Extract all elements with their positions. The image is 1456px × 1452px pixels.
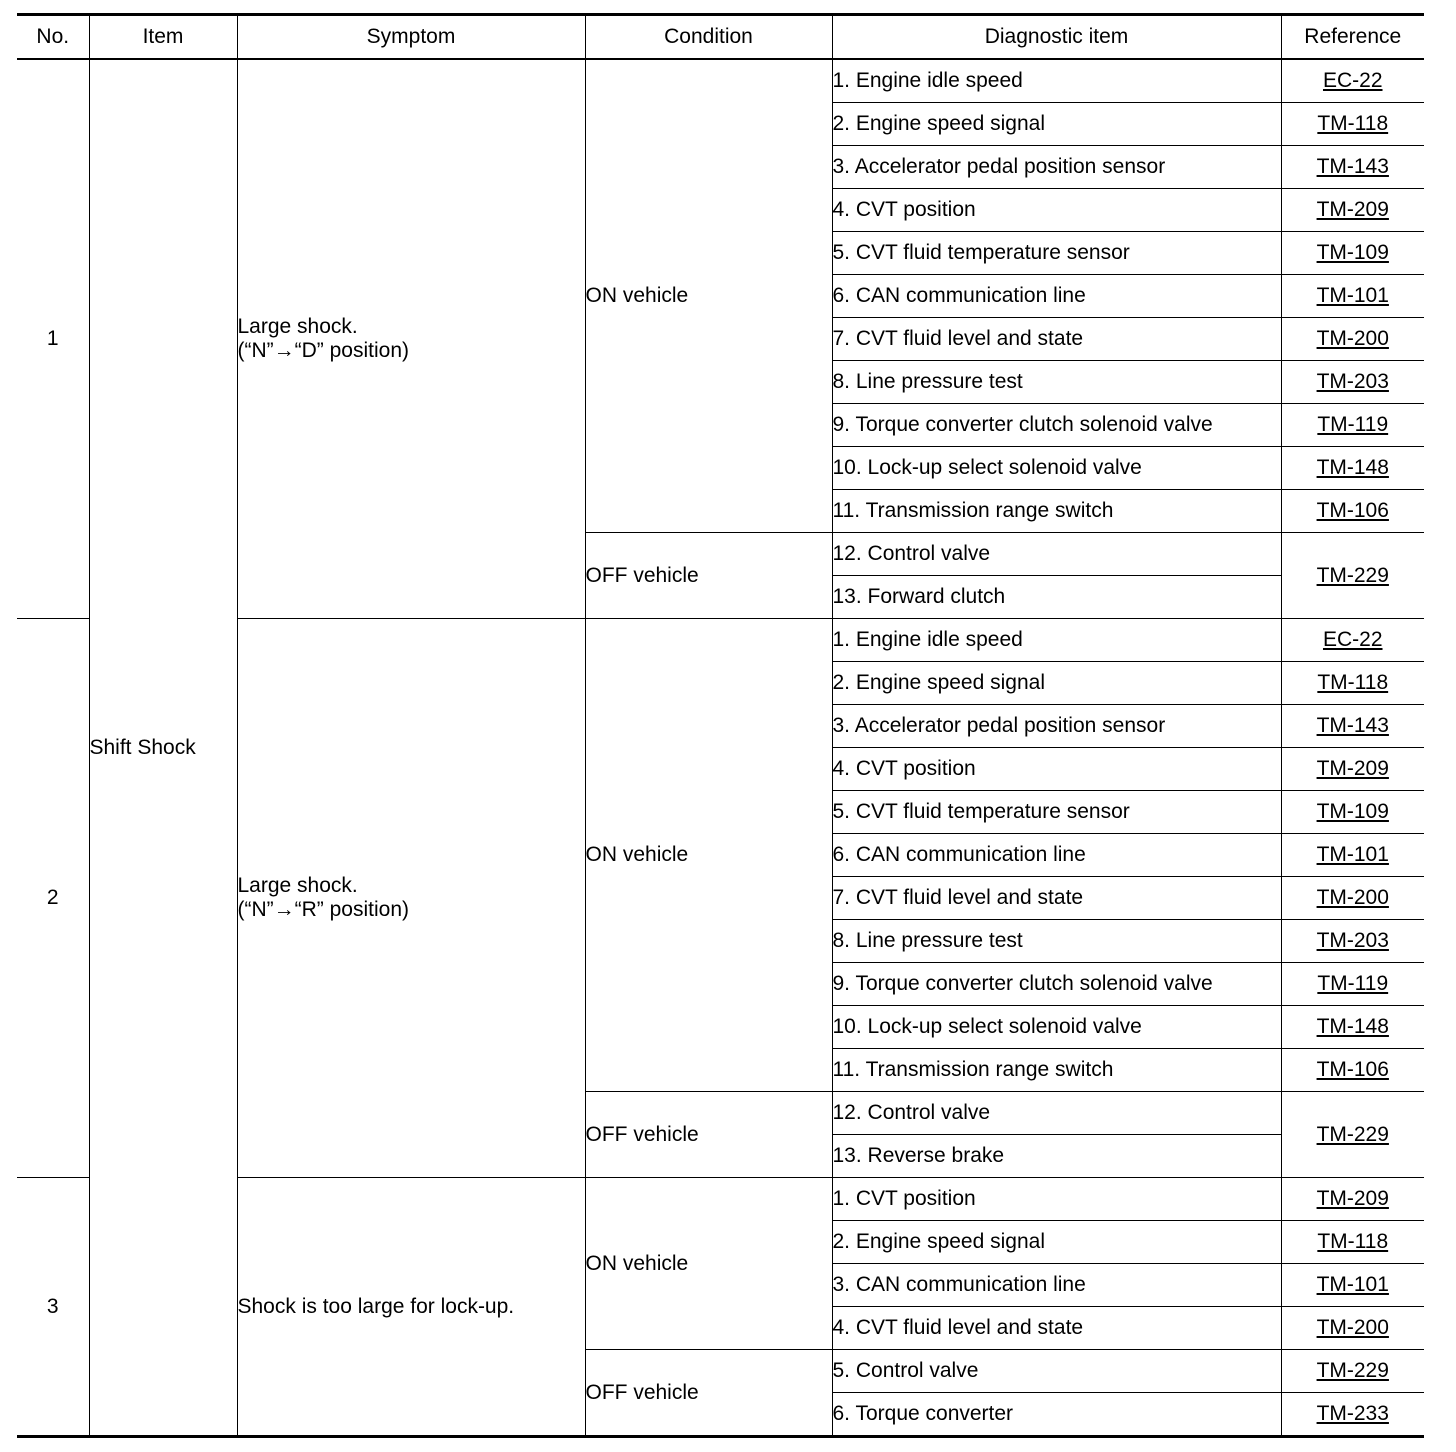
reference-cell bbox=[1281, 59, 1424, 103]
reference-cell bbox=[1281, 146, 1424, 189]
reference-cell bbox=[1281, 103, 1424, 146]
diagnosis-table bbox=[17, 13, 1424, 1438]
reference-cell bbox=[1281, 1006, 1424, 1049]
diagnostic-item: 12. Control valve bbox=[832, 533, 1281, 576]
reference-link[interactable]: TM-148 bbox=[1316, 456, 1389, 479]
diagnostic-item: 6. CAN communication line bbox=[832, 275, 1281, 318]
reference-link[interactable]: TM-109 bbox=[1316, 241, 1389, 264]
reference-cell bbox=[1281, 275, 1424, 318]
reference-cell bbox=[1281, 318, 1424, 361]
diagnostic-item: 3. CAN communication line bbox=[832, 1264, 1281, 1307]
reference-cell bbox=[1281, 1393, 1424, 1437]
row-number: 1 bbox=[17, 59, 89, 619]
reference-link[interactable]: TM-101 bbox=[1316, 843, 1389, 866]
condition-cell: ON vehicle bbox=[585, 1178, 832, 1350]
diagnostic-item: 13. Forward clutch bbox=[832, 576, 1281, 619]
diagnostic-item: 9. Torque converter clutch solenoid valve bbox=[832, 963, 1281, 1006]
reference-link[interactable]: TM-200 bbox=[1316, 886, 1389, 909]
reference-link[interactable]: TM-209 bbox=[1316, 757, 1389, 780]
reference-link[interactable]: TM-118 bbox=[1317, 1230, 1389, 1253]
diagnostic-item: 11. Transmission range switch bbox=[832, 490, 1281, 533]
reference-cell bbox=[1281, 1092, 1424, 1178]
diagnostic-item: 4. CVT position bbox=[832, 748, 1281, 791]
reference-link[interactable]: TM-233 bbox=[1316, 1402, 1389, 1425]
condition-cell: OFF vehicle bbox=[585, 533, 832, 619]
header-diagnostic-item: Diagnostic item bbox=[832, 15, 1281, 60]
symptom-text: Large shock. bbox=[237, 315, 358, 338]
diagnostic-item: 6. Torque converter bbox=[832, 1393, 1281, 1437]
header-symptom: Symptom bbox=[237, 15, 585, 60]
row-number: 3 bbox=[17, 1178, 89, 1437]
diagnostic-item: 1. CVT position bbox=[832, 1178, 1281, 1221]
symptom-text: (“N”→“D” position) bbox=[237, 339, 410, 362]
diagnostic-item: 2. Engine speed signal bbox=[832, 103, 1281, 146]
reference-link[interactable]: TM-118 bbox=[1317, 671, 1389, 694]
reference-cell bbox=[1281, 1178, 1424, 1221]
reference-link[interactable]: TM-203 bbox=[1316, 370, 1389, 393]
reference-cell bbox=[1281, 490, 1424, 533]
reference-cell bbox=[1281, 748, 1424, 791]
diagnostic-item: 8. Line pressure test bbox=[832, 920, 1281, 963]
reference-link[interactable]: EC-22 bbox=[1322, 69, 1383, 92]
diagnostic-item: 2. Engine speed signal bbox=[832, 662, 1281, 705]
symptom-text: Shock is too large for lock-up. bbox=[237, 1294, 515, 1318]
table-header-row bbox=[17, 15, 1424, 60]
condition-cell: OFF vehicle bbox=[585, 1092, 832, 1178]
reference-cell bbox=[1281, 1350, 1424, 1393]
symptom-cell bbox=[237, 619, 585, 1178]
reference-cell bbox=[1281, 619, 1424, 662]
diagnostic-item: 3. Accelerator pedal position sensor bbox=[832, 146, 1281, 189]
header-item: Item bbox=[89, 15, 237, 60]
row-number: 2 bbox=[17, 619, 89, 1178]
diagnostic-item: 10. Lock-up select solenoid valve bbox=[832, 447, 1281, 490]
reference-cell bbox=[1281, 361, 1424, 404]
reference-cell bbox=[1281, 1307, 1424, 1350]
diagnostic-item: 7. CVT fluid level and state bbox=[832, 318, 1281, 361]
diagnostic-item: 5. CVT fluid temperature sensor bbox=[832, 791, 1281, 834]
diagnostic-item: 4. CVT position bbox=[832, 189, 1281, 232]
reference-link[interactable]: TM-106 bbox=[1316, 1058, 1389, 1081]
reference-link[interactable]: EC-22 bbox=[1322, 628, 1383, 651]
reference-cell bbox=[1281, 189, 1424, 232]
condition-cell: ON vehicle bbox=[585, 59, 832, 533]
symptom-text: (“N”→“R” position) bbox=[237, 898, 410, 921]
table-row bbox=[17, 59, 1424, 103]
reference-link[interactable]: TM-203 bbox=[1316, 929, 1389, 952]
reference-cell bbox=[1281, 447, 1424, 490]
symptom-cell bbox=[237, 59, 585, 619]
item-cell: Shift Shock bbox=[89, 59, 237, 1437]
reference-link[interactable]: TM-119 bbox=[1317, 413, 1389, 436]
header-reference: Reference bbox=[1281, 15, 1424, 60]
diagnostic-item: 1. Engine idle speed bbox=[832, 59, 1281, 103]
reference-cell bbox=[1281, 232, 1424, 275]
reference-link[interactable]: TM-209 bbox=[1316, 198, 1389, 221]
diagnostic-item: 3. Accelerator pedal position sensor bbox=[832, 705, 1281, 748]
diagnostic-item: 5. Control valve bbox=[832, 1350, 1281, 1393]
diagnostic-item: 13. Reverse brake bbox=[832, 1135, 1281, 1178]
reference-cell bbox=[1281, 1049, 1424, 1092]
reference-link[interactable]: TM-229 bbox=[1316, 563, 1389, 587]
diagnostic-item: 7. CVT fluid level and state bbox=[832, 877, 1281, 920]
condition-cell: OFF vehicle bbox=[585, 1350, 832, 1437]
header-no: No. bbox=[17, 15, 89, 60]
diagnostic-item: 2. Engine speed signal bbox=[832, 1221, 1281, 1264]
reference-link[interactable]: TM-200 bbox=[1316, 327, 1389, 350]
reference-link[interactable]: TM-148 bbox=[1316, 1015, 1389, 1038]
reference-cell bbox=[1281, 404, 1424, 447]
reference-link[interactable]: TM-109 bbox=[1316, 800, 1389, 823]
reference-cell bbox=[1281, 705, 1424, 748]
reference-link[interactable]: TM-200 bbox=[1316, 1316, 1389, 1339]
reference-link[interactable]: TM-143 bbox=[1316, 155, 1389, 178]
reference-link[interactable]: TM-119 bbox=[1317, 972, 1389, 995]
diagnostic-item: 11. Transmission range switch bbox=[832, 1049, 1281, 1092]
diagnostic-item: 9. Torque converter clutch solenoid valve bbox=[832, 404, 1281, 447]
reference-cell bbox=[1281, 877, 1424, 920]
reference-cell bbox=[1281, 662, 1424, 705]
reference-cell bbox=[1281, 963, 1424, 1006]
diagnostic-item: 8. Line pressure test bbox=[832, 361, 1281, 404]
symptom-cell bbox=[237, 1178, 585, 1437]
reference-link[interactable]: TM-229 bbox=[1316, 1359, 1389, 1382]
symptom-text: Large shock. bbox=[237, 874, 358, 897]
diagnostic-item: 5. CVT fluid temperature sensor bbox=[832, 232, 1281, 275]
reference-link[interactable]: TM-209 bbox=[1316, 1187, 1389, 1210]
reference-cell bbox=[1281, 920, 1424, 963]
condition-cell: ON vehicle bbox=[585, 619, 832, 1092]
reference-link[interactable]: TM-229 bbox=[1316, 1122, 1389, 1146]
reference-link[interactable]: TM-101 bbox=[1316, 284, 1389, 307]
reference-cell bbox=[1281, 1264, 1424, 1307]
reference-link[interactable]: TM-118 bbox=[1317, 112, 1389, 135]
diagnostic-item: 12. Control valve bbox=[832, 1092, 1281, 1135]
reference-link[interactable]: TM-106 bbox=[1316, 499, 1389, 522]
diagnostic-item: 10. Lock-up select solenoid valve bbox=[832, 1006, 1281, 1049]
header-condition: Condition bbox=[585, 15, 832, 60]
reference-link[interactable]: TM-101 bbox=[1316, 1273, 1389, 1296]
reference-link[interactable]: TM-143 bbox=[1316, 714, 1389, 737]
diagnostic-item: 6. CAN communication line bbox=[832, 834, 1281, 877]
reference-cell bbox=[1281, 1221, 1424, 1264]
diagnostic-item: 1. Engine idle speed bbox=[832, 619, 1281, 662]
reference-cell bbox=[1281, 791, 1424, 834]
reference-cell bbox=[1281, 533, 1424, 619]
reference-cell bbox=[1281, 834, 1424, 877]
diagnostic-item: 4. CVT fluid level and state bbox=[832, 1307, 1281, 1350]
